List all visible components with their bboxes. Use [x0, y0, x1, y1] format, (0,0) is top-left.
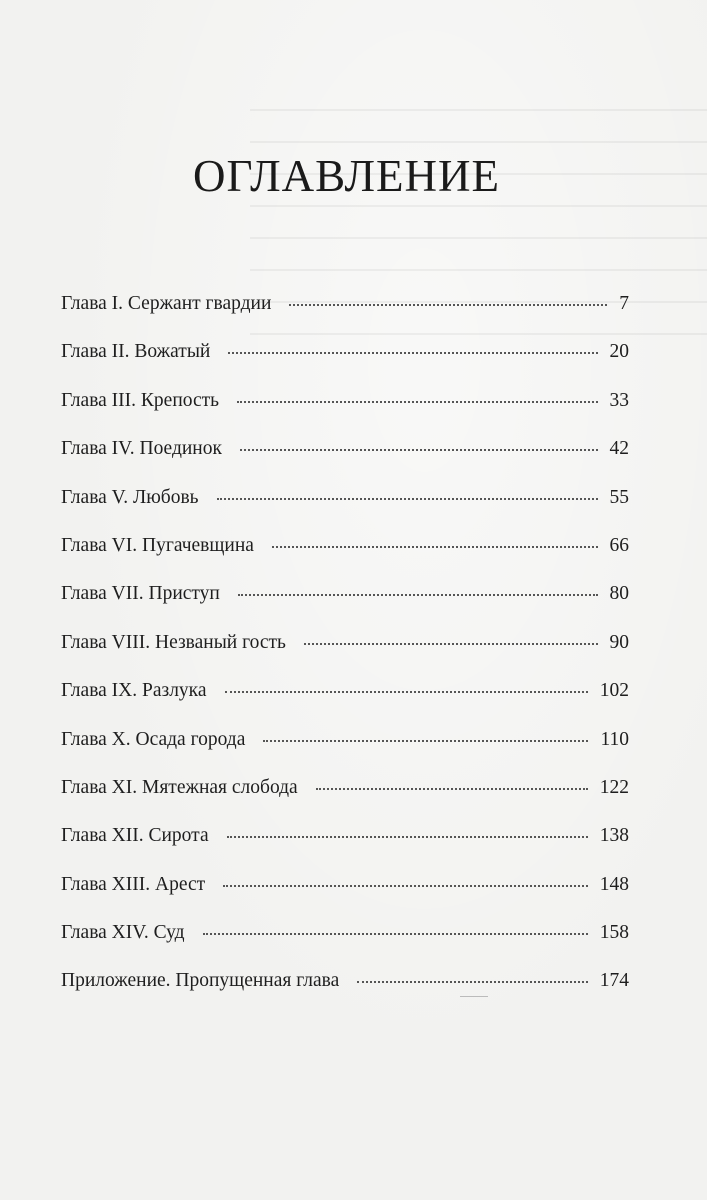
toc-entry	[61, 526, 629, 574]
toc-entry-page-number: 122	[599, 776, 629, 798]
toc-entry-page-number: 102	[599, 680, 629, 702]
toc-entry	[61, 332, 629, 380]
print-mark	[460, 996, 488, 997]
toc-dot-leader	[238, 594, 598, 596]
toc-dot-leader	[304, 643, 598, 645]
toc-dot-leader	[227, 836, 588, 838]
toc-entry-page-number: 80	[609, 583, 629, 605]
toc-dot-leader	[203, 933, 588, 935]
toc-dot-leader	[223, 885, 588, 887]
toc-entry-page-number: 138	[599, 825, 629, 847]
toc-dot-leader	[263, 740, 588, 742]
toc-entry	[61, 720, 629, 768]
toc-entry-title: Глава I. Сержант гвардии	[61, 293, 272, 314]
toc-entry	[61, 381, 629, 429]
toc-entry	[61, 623, 629, 671]
toc-entry-title: Глава III. Крепость	[61, 389, 220, 411]
toc-entry	[61, 913, 629, 961]
toc-entry-title: Глава X. Осада города	[61, 728, 246, 750]
toc-entry	[61, 816, 629, 864]
toc-entry	[61, 574, 629, 622]
toc-entry-title: Приложение. Пропущенная глава	[61, 970, 340, 992]
toc-entry-title: Глава XIV. Суд	[61, 922, 185, 944]
toc-entry-title: Глава VI. Пугачевщина	[61, 534, 254, 556]
toc-dot-leader	[237, 401, 597, 403]
toc-entry	[61, 284, 629, 332]
toc-entry-page-number: 148	[599, 873, 629, 895]
toc-entry-title: Глава VII. Приступ	[61, 583, 220, 605]
toc-entry-title: Глава XI. Мятежная слобода	[61, 776, 298, 798]
toc-entry	[61, 429, 629, 477]
toc-entry-title: Глава XIII. Арест	[61, 873, 206, 895]
toc-entry-page-number: 66	[609, 534, 629, 556]
toc-entry-page-number: 33	[609, 389, 629, 411]
toc-entry	[61, 865, 629, 913]
toc-entry-title: Глава IV. Поединок	[61, 438, 222, 460]
toc-entry-page-number: 42	[609, 438, 629, 460]
toc-entry-page-number: 158	[599, 922, 629, 944]
toc-dot-leader	[225, 691, 588, 693]
toc-dot-leader	[228, 352, 597, 354]
toc-entry-title: Глава V. Любовь	[61, 486, 199, 508]
toc-entry-title: Глава II. Вожатый	[61, 341, 211, 363]
toc-entry-page-number: 20	[609, 341, 629, 363]
toc-entry-title: Глава XII. Сирота	[61, 825, 209, 847]
toc-dot-leader	[217, 498, 598, 500]
toc-entry	[61, 768, 629, 816]
toc-entry-page-number: 7	[619, 293, 629, 314]
toc-entry-page-number: 174	[599, 970, 629, 992]
toc-entry-page-number: 90	[609, 631, 629, 653]
toc-dot-leader	[272, 546, 598, 548]
page-title: ОГЛАВЛЕНИЕ	[193, 151, 500, 201]
toc-entry	[61, 671, 629, 719]
table-of-contents	[61, 284, 629, 1010]
toc-entry-title: Глава VIII. Незваный гость	[61, 631, 286, 653]
toc-entry	[61, 478, 629, 526]
toc-entry-title: Глава IX. Разлука	[61, 680, 207, 702]
toc-dot-leader	[316, 788, 588, 790]
toc-entry-page-number: 110	[600, 728, 629, 750]
toc-dot-leader	[357, 981, 588, 983]
toc-entry	[61, 961, 629, 1009]
toc-entry-page-number: 55	[609, 486, 629, 508]
toc-dot-leader	[289, 304, 607, 306]
toc-dot-leader	[240, 449, 598, 451]
